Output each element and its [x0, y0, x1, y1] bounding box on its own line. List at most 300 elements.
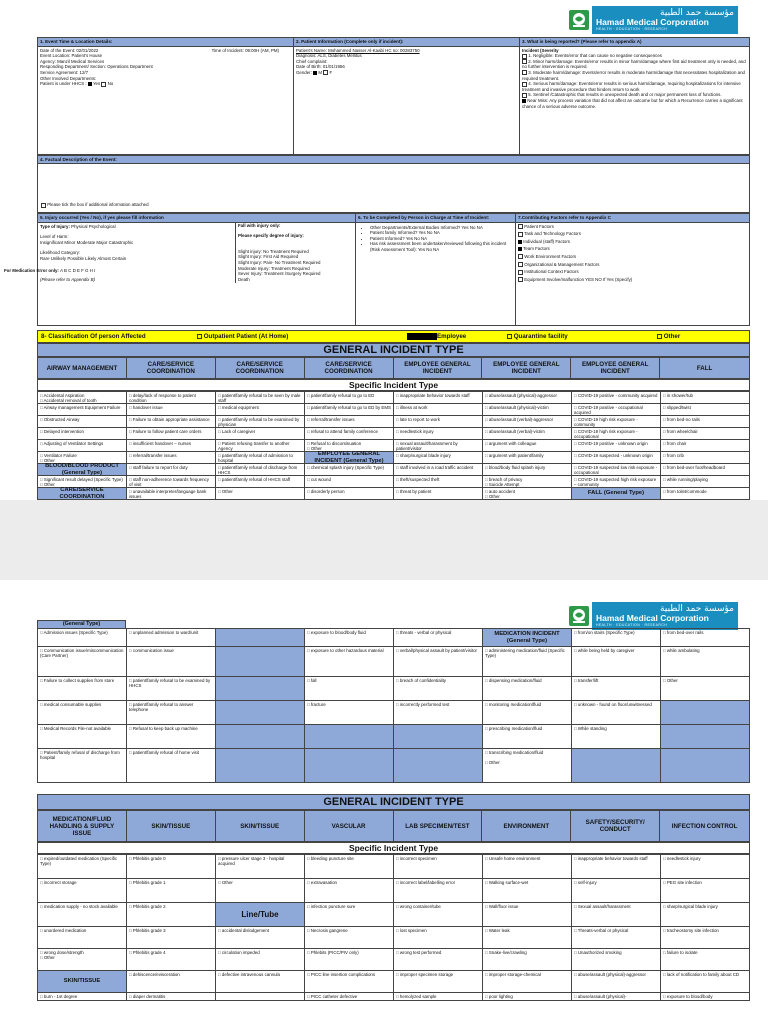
incident-option[interactable] [394, 416, 483, 428]
section-4 [37, 155, 750, 213]
option-label: □ COVID-19 positive - community acquired [574, 393, 658, 398]
incident-option[interactable] [394, 428, 483, 440]
factor-7[interactable]: Equipment Involve/malfunction YES NO If Yes (Specify) [518, 277, 747, 283]
incident-option[interactable] [483, 392, 572, 404]
incident-option[interactable] [572, 879, 661, 903]
incident-option[interactable] [127, 677, 216, 701]
event-date: Date of the Event: 02/01/2022 [40, 47, 99, 53]
option-label: □ transfer/lift [574, 678, 599, 683]
option-label: □ Other [40, 458, 55, 464]
option-label: □ insufficient handover – nurses [129, 441, 192, 446]
option-label: □ chemical splash injury (Specific Type) [307, 465, 384, 470]
incident-option[interactable] [38, 701, 127, 725]
option-label: □ referral/transfer issues [129, 453, 177, 458]
incident-option[interactable] [216, 464, 305, 476]
incident-option[interactable] [572, 903, 661, 927]
empty-cell [216, 993, 305, 1001]
incident-option[interactable] [216, 855, 305, 879]
other-depts: Other Involved Departments: [40, 75, 97, 81]
incident-option[interactable] [394, 647, 483, 677]
option-label: □ improper storage-chemical [485, 972, 541, 977]
incident-option[interactable] [38, 993, 127, 1001]
incident-option[interactable] [305, 404, 394, 416]
factor-3[interactable]: Team Factors [518, 246, 747, 252]
factor-4[interactable]: Work Environment Factors [518, 254, 747, 260]
option-label: □ Failure to obtain appropriate assistance [129, 417, 210, 422]
incident-option[interactable] [661, 416, 750, 428]
option-label: □ breach of privacy [485, 477, 523, 482]
incident-option[interactable] [127, 725, 216, 749]
option-label: □ Phlebitis grade 2 [129, 904, 166, 909]
incident-option[interactable] [394, 488, 483, 500]
incident-option[interactable] [305, 416, 394, 428]
likelihood-options[interactable]: Rare Unlikely Possible Likely Almost Certain [40, 255, 127, 261]
severity-1[interactable]: 1. Negligible: Events/error that can cause no negative consequences [522, 53, 747, 59]
incident-option[interactable] [38, 927, 127, 949]
option-label: □ Ventilator Failure [40, 453, 77, 458]
severity-2[interactable]: 2. Minor harm/damage: Events/error results in minor harm/damage where first aid treatment only is needed, and no further intervention is required. [522, 58, 746, 70]
incident-option[interactable] [483, 428, 572, 440]
option-label: □ abuse/assault (physical)-victim [485, 405, 549, 410]
incident-option[interactable] [127, 647, 216, 677]
section-8-bar [37, 330, 750, 343]
incident-option[interactable] [305, 855, 394, 879]
category-heading: Line/Tube [216, 903, 305, 927]
option-label: □ COVID-19 high risk exposure - community [574, 417, 638, 428]
option-label: □ Other [663, 678, 678, 683]
option-label: □ while ambulating [663, 648, 700, 653]
option-label: □ Other [218, 880, 233, 885]
incident-option[interactable] [38, 647, 127, 677]
table-2 [37, 628, 750, 783]
option-label: □ patient/family refusal to go to ED by EMS [307, 405, 391, 410]
option-label: □ improper specimen storage [396, 972, 454, 977]
incident-option[interactable] [661, 452, 750, 464]
incident-option[interactable] [661, 440, 750, 452]
option-label: □ exposure to blood/body fluid [307, 630, 366, 635]
option-label: □ delay/lack of response to patient condition [129, 393, 196, 404]
form-page-1 [0, 0, 768, 500]
incident-option[interactable] [38, 749, 127, 783]
incident-option[interactable] [216, 404, 305, 416]
incident-option[interactable] [216, 927, 305, 949]
option-label: □ dehiscence/evisceration [129, 972, 180, 977]
option-label: □ in shower/tub [663, 393, 693, 398]
incident-option[interactable] [572, 392, 661, 404]
incident-option[interactable] [305, 879, 394, 903]
column-header: CARE/SERVICE COORDINATION [305, 358, 394, 378]
incident-option[interactable] [216, 476, 305, 488]
incident-option[interactable] [216, 879, 305, 903]
incident-option[interactable] [661, 903, 750, 927]
incident-option[interactable] [394, 452, 483, 464]
incident-option[interactable] [216, 488, 305, 500]
general-incident-type-title-1: GENERAL INCIDENT TYPE [37, 343, 750, 357]
empty-cell [216, 629, 305, 647]
incident-option[interactable] [394, 971, 483, 993]
incident-option[interactable] [38, 903, 127, 927]
option-label: □ patient/family refusal of home visit [129, 750, 200, 755]
factor-6[interactable]: Institutional Context Factors [518, 269, 747, 275]
med-error-line: For Medication Error only: A B C D E F G H I [4, 267, 96, 273]
factor-5[interactable]: Organizational & Management Factors [518, 262, 747, 268]
incident-option[interactable] [661, 476, 750, 488]
other-option[interactable]: Other [657, 333, 680, 340]
incident-option[interactable] [661, 949, 750, 971]
incident-option[interactable] [394, 949, 483, 971]
hhcs-yes-checkbox[interactable] [88, 82, 92, 86]
option-label: □ illness at work [396, 405, 428, 410]
category-heading: CARE/SERVICE COORDINATION [38, 488, 127, 500]
incident-option[interactable] [38, 440, 127, 452]
category-heading: BLOOD/BLOOD PRODUCT (General Type) [38, 464, 127, 476]
incident-option[interactable] [483, 971, 572, 993]
incident-option[interactable] [483, 701, 572, 725]
incident-option[interactable] [127, 971, 216, 993]
incident-option[interactable] [394, 927, 483, 949]
incident-option[interactable] [305, 971, 394, 993]
incident-option[interactable] [572, 404, 661, 416]
option-label: □ bleeding puncture site [307, 856, 354, 861]
service-agreement: Service Agreement: 12/7 [40, 69, 89, 75]
general-type-label: (General Type) [37, 620, 126, 628]
incident-option[interactable] [661, 855, 750, 879]
incident-option[interactable] [483, 903, 572, 927]
option-label: □ unordered medication [40, 928, 87, 933]
option-label: □ disorderly person [307, 489, 345, 494]
option-label: □ staff involved in a road traffic accident [396, 465, 474, 470]
incident-option[interactable] [127, 404, 216, 416]
incident-option[interactable] [483, 476, 572, 488]
incident-option[interactable] [216, 440, 305, 452]
factor-0[interactable]: Patient Factors [518, 224, 747, 230]
incident-option[interactable] [38, 404, 127, 416]
incident-option[interactable] [38, 677, 127, 701]
incident-option[interactable] [661, 971, 750, 993]
incident-option[interactable] [127, 629, 216, 647]
option-label: □ Significant result delayed (Specific Type) [40, 477, 123, 482]
incident-option[interactable] [483, 725, 572, 749]
incident-option[interactable] [483, 464, 572, 476]
option-label: □ unavailable interpreter/language bank issues [129, 489, 207, 500]
incident-option[interactable] [572, 647, 661, 677]
option-label: □ abuse/assault (verbal)-aggressor [485, 417, 554, 422]
incident-option[interactable] [572, 416, 661, 428]
gender-m-checkbox[interactable] [313, 71, 317, 75]
option-label: □ patient/family refusal of admission to hospital [218, 453, 293, 464]
near-miss[interactable]: Near Miss: Any process variation that did not affect an outcome but for which a Recurrence carries a significant chance of a serious adverse outcome. [522, 97, 743, 109]
column-header: FALL [660, 358, 749, 378]
general-incident-type-title-2: GENERAL INCIDENT TYPE [37, 794, 750, 810]
incident-option[interactable] [216, 452, 305, 464]
empty-cell [216, 647, 305, 677]
incident-option[interactable] [394, 903, 483, 927]
option-label: □ from bed-no rails [663, 417, 700, 422]
option-label: □ COVID-19 suspected - unknown origin [574, 453, 653, 458]
incident-option[interactable] [305, 488, 394, 500]
incident-option[interactable] [38, 725, 127, 749]
option-label: □ incorrectly performed test [396, 702, 450, 707]
event-agency: Agency: Manzil Medical Services [40, 58, 105, 64]
option-label: □ exposure to blood/body [663, 994, 713, 999]
incident-option[interactable] [305, 677, 394, 701]
option-label: □ abuse/assault (physical)-aggressor [485, 393, 557, 398]
hmc-emblem-icon [569, 606, 589, 626]
incident-option[interactable] [483, 879, 572, 903]
incident-option[interactable] [216, 416, 305, 428]
incident-option[interactable] [394, 404, 483, 416]
incident-option[interactable] [572, 701, 661, 725]
incident-option[interactable] [127, 949, 216, 971]
table-3-header [37, 810, 750, 842]
incident-option[interactable] [305, 476, 394, 488]
option-label: □ Airway management Equipment Failure [40, 405, 121, 410]
incident-option[interactable] [572, 949, 661, 971]
section-5: 5. Injury occurred (Yes / No), if yes please fill information Type of Injury: Physical Psychological Level of Harm: Insignificant Minor Moderate Major Catastrophic Likelihood Category: Rare Unlikely Possible Likely Almost Certain For Medication Error only: A B C D E F G H I (Please refer to Appendix B) Fall with injury only: Please specify degree of injury: Slight injury: No Treatment Required Slight Injury: First Aid Required Slight Injury: Pain- No Treatment Required Moderate Injury: Treatment Required Sever Injury: Treatment /Surgery Required Death [38, 214, 356, 325]
incident-option[interactable] [127, 749, 216, 783]
incident-option[interactable] [38, 428, 127, 440]
table-1-header [37, 357, 750, 379]
option-label: □ Accidental removal of tooth [40, 398, 97, 404]
incident-option[interactable] [305, 647, 394, 677]
incident-option[interactable] [127, 488, 216, 500]
incident-option[interactable] [483, 677, 572, 701]
incident-option[interactable] [483, 927, 572, 949]
option-label: □ Water leak [485, 928, 510, 933]
column-header: SKIN/TISSUE [127, 811, 216, 841]
incident-option[interactable] [305, 993, 394, 1001]
incident-option[interactable] [483, 749, 572, 783]
logo-arabic: مؤسسة حمد الطبية [660, 8, 734, 18]
incident-option[interactable] [216, 971, 305, 993]
incident-option[interactable] [394, 464, 483, 476]
incident-option[interactable] [305, 392, 394, 404]
column-header: VASCULAR [305, 811, 394, 841]
option-label: □ from/on stairs (Specific Type) [574, 630, 635, 635]
empty-cell [394, 749, 483, 783]
option-label: □ abuse/assault (verbal)-victim [485, 429, 545, 434]
section-2 [294, 38, 520, 154]
section-1-title: 1. Event Time & Location Details: [38, 38, 293, 47]
option-label: □ COVID-19 positive - occupational acquired [574, 405, 643, 416]
incident-option[interactable] [572, 677, 661, 701]
incident-option[interactable] [127, 440, 216, 452]
option-label: □ COVID-19 suspected low risk exposure - occupational [574, 465, 658, 476]
incident-option[interactable] [216, 428, 305, 440]
option-label: □ threats - verbal or physical [396, 630, 452, 635]
event-location: Event Location: Patient's House [40, 53, 103, 59]
option-label: □ Delayed intervention [40, 429, 84, 434]
incident-option[interactable] [483, 647, 572, 677]
incident-option[interactable] [127, 416, 216, 428]
incident-option[interactable] [38, 416, 127, 428]
empty-cell [216, 701, 305, 725]
factor-2[interactable]: Individual (staff) Factors [518, 239, 747, 245]
logo-english: Hamad Medical Corporation [596, 17, 709, 27]
attach-line[interactable]: Please tick the box if additional information attached [41, 202, 149, 208]
incident-option[interactable] [572, 629, 661, 647]
table-1 [37, 391, 750, 500]
sections-5-7 [4, 213, 750, 326]
attach-checkbox[interactable] [41, 203, 46, 208]
incident-option[interactable] [483, 488, 572, 500]
incident-option[interactable] [572, 476, 661, 488]
harm-options[interactable]: Insignificant Minor Moderate Major Catastrophic [40, 239, 134, 245]
incident-option[interactable] [38, 879, 127, 903]
incident-option[interactable] [572, 464, 661, 476]
incident-option[interactable] [572, 927, 661, 949]
column-header: CARE/SERVICE COORDINATION [127, 358, 216, 378]
incident-option[interactable] [127, 879, 216, 903]
section-6: 6. To be Completed by Person in Charge at Time of Incident: • Other Departments/External Bodies Informed? Yes No NA • Patient family Informed? Yes No NA • Patient Informed? Yes No NA • Has risk assessment been undertaken/reviewed following this incident (Risk Assessment Tool): Yes No NA [356, 214, 516, 325]
option-label: □ Other [40, 482, 55, 488]
incident-option[interactable] [394, 677, 483, 701]
gender-f-checkbox[interactable] [323, 70, 328, 75]
option-label: □ threat by patient [396, 489, 432, 494]
incident-option[interactable] [572, 452, 661, 464]
option-label: □ lost specimen [396, 928, 427, 933]
incident-option[interactable] [394, 855, 483, 879]
incident-option[interactable] [127, 452, 216, 464]
option-label: □ handover issue [129, 405, 163, 410]
incident-option[interactable] [305, 949, 394, 971]
incident-option[interactable] [483, 452, 572, 464]
option-label: □ Patient refusing transfer to another Agency [218, 441, 290, 452]
incident-option[interactable] [394, 440, 483, 452]
option-label: □ breach of confidentiality [396, 678, 447, 683]
incident-option[interactable] [483, 855, 572, 879]
incident-option[interactable] [661, 392, 750, 404]
incident-option[interactable] [661, 629, 750, 647]
empty-cell [572, 749, 661, 783]
incident-option[interactable] [661, 677, 750, 701]
option-label: □ Adjusting of Ventilator Settings [40, 441, 104, 446]
incident-option[interactable] [572, 855, 661, 879]
incident-option[interactable] [483, 416, 572, 428]
incident-option[interactable] [661, 647, 750, 677]
incident-option[interactable] [661, 404, 750, 416]
incident-option[interactable] [394, 879, 483, 903]
incident-option[interactable] [572, 725, 661, 749]
outpatient-option[interactable]: Outpatient Patient (At Home) [197, 333, 407, 340]
hmc-logo-2: مؤسسة حمد الطبية Hamad Medical Corporation HEALTH · EDUCATION · RESEARCH [569, 602, 738, 630]
option-label: □ poor lighting [485, 994, 513, 999]
incident-option[interactable] [127, 392, 216, 404]
column-header: EMPLOYEE GENERAL INCIDENT [571, 358, 660, 378]
incident-option[interactable] [483, 949, 572, 971]
option-label: □ incorrect label/labelling error [396, 880, 456, 885]
hmc-logo [569, 6, 738, 34]
option-label: □ Refusal to discontinuation [307, 441, 362, 446]
incident-option[interactable] [305, 428, 394, 440]
option-label: □ Medical Records File-not available [40, 726, 111, 731]
incident-option[interactable] [38, 949, 127, 971]
incident-option[interactable] [572, 971, 661, 993]
incident-option[interactable] [661, 428, 750, 440]
incident-option[interactable] [661, 927, 750, 949]
incident-option[interactable] [572, 440, 661, 452]
option-label: □ hemolyzed sample [396, 994, 437, 999]
option-label: □ administering medication/fluid (Specific Type) [485, 648, 565, 659]
incident-option[interactable] [394, 476, 483, 488]
incident-option[interactable] [394, 629, 483, 647]
incident-option[interactable] [483, 993, 572, 1001]
incident-option[interactable] [38, 392, 127, 404]
hhcs-no-checkbox[interactable] [101, 82, 106, 87]
option-label: □ communication issue [129, 648, 174, 653]
incident-option[interactable] [38, 629, 127, 647]
incident-option[interactable] [38, 855, 127, 879]
incident-option[interactable] [572, 993, 661, 1001]
incident-option[interactable] [661, 993, 750, 1001]
incident-option[interactable] [572, 428, 661, 440]
chief-complaint: Chief complaint: [296, 58, 328, 64]
severity-5[interactable]: 5. Sentinel /Catastrophic that results in unexpected death and or major permanent loss of functions. [522, 92, 747, 98]
incident-option[interactable] [216, 949, 305, 971]
option-label: □ inappropriate behavior towards staff [574, 856, 648, 861]
incident-option[interactable] [127, 927, 216, 949]
incident-option[interactable] [661, 879, 750, 903]
incident-option[interactable] [661, 488, 750, 500]
option-label: □ Refusal to keep back up machine [129, 726, 198, 731]
option-label: □ Failure to collect supplies from store [40, 678, 115, 683]
incident-option[interactable] [661, 464, 750, 476]
category-heading: EMPLOYEE GENERAL INCIDENT (General Type) [305, 452, 394, 464]
option-label: □ wrong dose/strength [40, 950, 84, 955]
empty-cell [661, 725, 750, 749]
incident-option[interactable] [305, 464, 394, 476]
option-label: □ Other [485, 760, 500, 766]
empty-cell [661, 701, 750, 725]
option-label: □ Unsafe home environment [485, 856, 541, 861]
incident-option[interactable] [127, 903, 216, 927]
option-label: □ fall [307, 678, 317, 683]
option-label: □ Suicide Attempt [485, 482, 520, 488]
severity-3[interactable]: 3. Moderate harm/damage: Events/error results in moderate harm/damage that necessitates hospitalization and required treatment. [522, 69, 745, 81]
option-label: □ Other [307, 446, 322, 452]
incident-option[interactable] [127, 701, 216, 725]
section-7 [516, 214, 749, 325]
incident-option[interactable] [305, 629, 394, 647]
option-label: □ inappropriate behavior towards staff [396, 393, 470, 398]
factor-1[interactable]: Task and Technology Factors [518, 231, 747, 237]
incident-option[interactable] [127, 428, 216, 440]
option-label: □ Unauthorized smoking [574, 950, 622, 955]
employee-option[interactable]: Employee [407, 333, 507, 340]
incident-option[interactable] [305, 903, 394, 927]
option-label: □ infection puncture sure [307, 904, 356, 909]
incident-option[interactable] [394, 392, 483, 404]
incident-option[interactable] [394, 993, 483, 1001]
incident-option[interactable] [127, 464, 216, 476]
severity-4[interactable]: 4. Serious harm/damage: Events/error results in serious harm/damage, requiring hospitalizations for intensive treatment and invasive procedure that hinders return to work [522, 81, 741, 92]
incident-option[interactable] [483, 440, 572, 452]
incident-option[interactable] [216, 392, 305, 404]
incident-option[interactable] [305, 701, 394, 725]
incident-option[interactable] [483, 404, 572, 416]
option-label: □ Necrosis gangrene [307, 928, 348, 933]
option-label: □ sharp/surgical blade injury [663, 904, 718, 909]
incident-option[interactable] [127, 855, 216, 879]
option-label: □ abuse/assault (physical)-aggressor [574, 972, 646, 977]
incident-option[interactable] [305, 927, 394, 949]
incident-option[interactable] [127, 993, 216, 1001]
quarantine-option[interactable]: Quarantine facility [507, 333, 657, 340]
column-header: CARE/SERVICE COORDINATION [216, 358, 305, 378]
incident-option[interactable] [394, 701, 483, 725]
incident-option[interactable] [127, 476, 216, 488]
option-label: □ PICC catheter defective [307, 994, 358, 999]
